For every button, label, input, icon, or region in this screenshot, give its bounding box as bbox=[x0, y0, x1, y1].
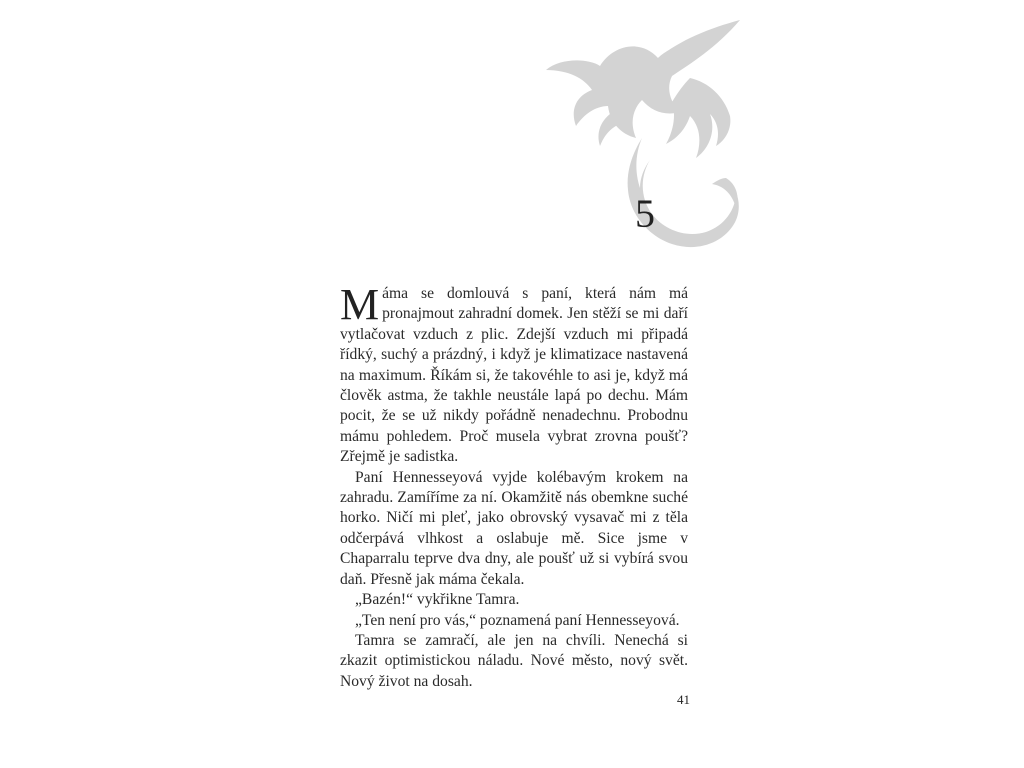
page-number: 41 bbox=[677, 692, 690, 707]
chapter-number: 5 bbox=[635, 191, 655, 236]
chapter-text bbox=[340, 280, 688, 692]
paragraph bbox=[340, 280, 688, 468]
paragraph: Tamra se zamračí, ale jen na chvíli. Nenechá si zkazit optimistickou náladu. Nové město, nový svět. Nový život na dosah. bbox=[340, 631, 688, 690]
paragraph: „Bazén!“ vykřikne Tamra. bbox=[355, 591, 520, 609]
paragraph-text: áma se domlouvá s paní, která nám má pronajmout zahradní domek. Jen stěží se mi daří vytlačovat vzduch z plic. Zdejší vzduch mi připadá řídký, suchý a prázdný, i když je klimatizace nastavená na maximum. Říkám si, že takovéhle to asi je, když má člověk astma, že takhle neustále lapá po dechu. Mám pocit, že se už nikdy pořádně nenadechnu. Probodnu mámu pohledem. Proč musela vybrat zrovna poušť? Zřejmě je sadistka. bbox=[340, 285, 688, 466]
paragraph: Paní Hennesseyová vyjde kolébavým krokem na zahradu. Zamíříme za ní. Okamžitě nás obemkne suché horko. Ničí mi pleť, jako obrovský vysavač mi z těla odčerpává vlhkost a oslabuje mě. Sice jsme v Chaparralu teprve dva dny, ale poušť už si vybírá svou daň. Přesně jak máma čekala. bbox=[340, 468, 688, 588]
paragraph: „Ten není pro vás,“ poznamená paní Hennesseyová. bbox=[355, 611, 680, 629]
drop-cap: M bbox=[340, 280, 380, 329]
